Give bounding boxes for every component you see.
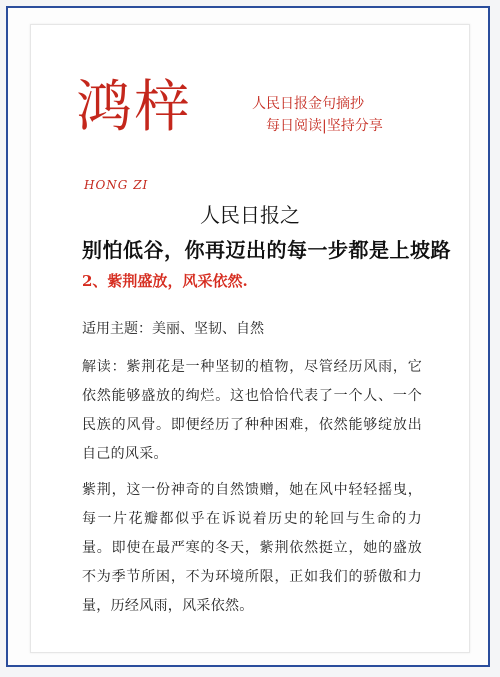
logo-pinyin: HONG ZI — [84, 178, 149, 192]
paragraph-body: 紫荆，这一份神奇的自然馈赠，她在风中轻轻摇曳，每一片花瓣都似乎在诉说着历史的轮回与生命的力量。即使在最严寒的冬天，紫荆依然挺立，她的盛放不为季节所困，不为环境所限，正如我们的骄傲和力量，历经风雨，风采依然。 — [82, 482, 422, 614]
logo-subtitle-line2: 每日阅读|坚持分享 — [266, 118, 383, 134]
theme-line: 适用主题：美丽、坚韧、自然 — [82, 321, 264, 337]
paragraph-interpretation: 解读：紫荆花是一种坚韧的植物，尽管经历风雨，它依然能够盛放的绚烂。这也恰恰代表了一个人、一个民族的风骨。即便经历了种种困难，依然能够绽放出自己的风采。 — [82, 359, 422, 462]
logo-title: 鸿梓 — [76, 75, 192, 140]
logo-subtitle — [252, 94, 383, 136]
article-heading-1: 人民日报之 — [200, 203, 300, 227]
article-heading-2: 别怕低谷，你再迈出的每一步都是上坡路 — [82, 238, 451, 262]
logo-subtitle-line1: 人民日报金句摘抄 — [252, 96, 364, 112]
section-title: 2、紫荆盛放，风采依然. — [82, 272, 248, 290]
